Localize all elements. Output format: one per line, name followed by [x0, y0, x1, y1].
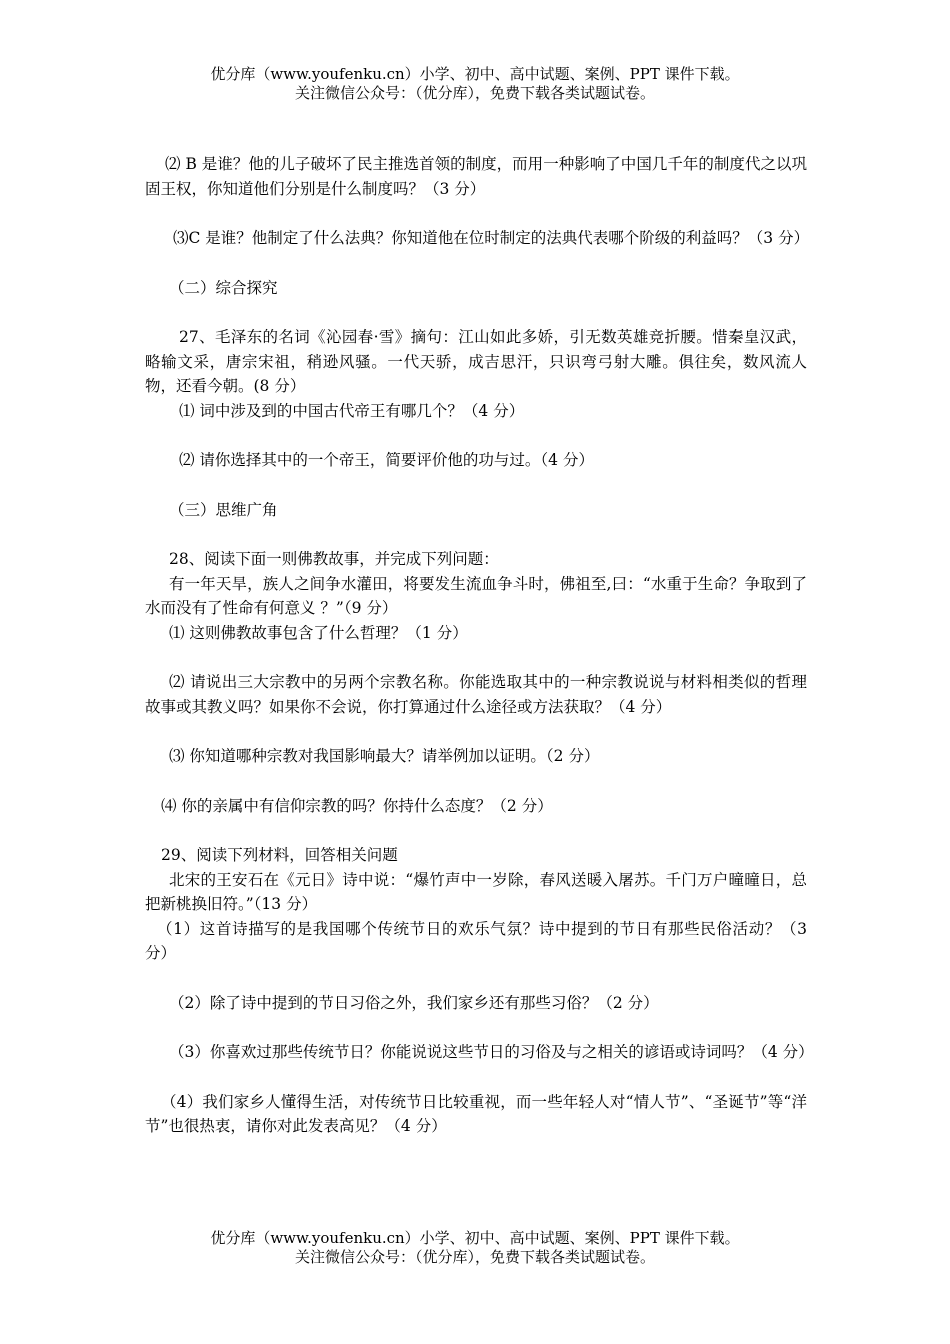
question-27-part-2: ⑵ 请你选择其中的一个帝王，简要评价他的功与过。（4 分） [179, 451, 594, 469]
question-28-part-2: ⑵ 请说出三大宗教中的另两个宗教名称。你能选取其中的一种宗教说说与材料相类似的哲理故事或其教义吗？如果你不会说，你打算通过什么途径或方法获取？（4 分） [145, 673, 807, 716]
question-29-stem: 29、阅读下列材料，回答相关问题 [161, 846, 398, 864]
question-27-stem: 27、毛泽东的名词《沁园春·雪》摘句：江山如此多娇，引无数英雄竞折腰。惜秦皇汉武，略输文采，唐宗宋祖，稍逊风骚。一代天骄，成吉思汗，只识弯弓射大雕。俱往矣，数风流人物，还看今朝。(8 分） [145, 328, 807, 395]
footer-line-1: 优分库（www.youfenku.cn）小学、初中、高中试题、案例、PPT 课件下载。 [210, 1229, 740, 1247]
question-28-part-3: ⑶ 你知道哪种宗教对我国影响最大？请举例加以证明。（2 分） [169, 747, 600, 765]
question-29-material: 北宋的王安石在《元日》诗中说：“爆竹声中一岁除，春风送暖入屠苏。千门万户曈曈日，总把新桃换旧符。”（13 分） [145, 870, 807, 913]
question-26-part-2: ⑵ B 是谁？他的儿子破坏了民主推选首领的制度，而用一种影响了中国几千年的制度代之以巩固王权，你知道他们分别是什么制度吗？（3 分） [145, 155, 807, 198]
question-29-part-1: （1）这首诗描写的是我国哪个传统节日的欢乐气氛？诗中提到的节日有那些民俗活动？（3 分） [145, 919, 807, 962]
section-heading-3: （三）思维广角 [169, 500, 278, 519]
question-29-part-4: （4）我们家乡人懂得生活，对传统节日比较重视，而一些年轻人对“情人节”、“圣诞节”等“洋节”也很热衷，请你对此发表高见？（4 分） [145, 1092, 807, 1135]
question-27-part-1: ⑴ 词中涉及到的中国古代帝王有哪几个？（4 分） [179, 401, 525, 420]
question-26-part-3: ⑶C 是谁？他制定了什么法典？你知道他在位时制定的法典代表哪个阶级的利益吗？（3 分） [173, 229, 810, 247]
question-29-part-3: （3）你喜欢过那些传统节日？你能说说这些节日的习俗及与之相关的谚语或诗词吗？（4 分） [169, 1043, 814, 1061]
exam-content [145, 152, 814, 1139]
question-28-story: 有一年天旱，族人之间争水灌田，将要发生流血争斗时，佛祖至,曰：“水重于生命？争取到了水而没有了性命有何意义 ？”（9 分） [145, 574, 807, 617]
question-29-part-2: （2）除了诗中提到的节日习俗之外，我们家乡还有那些习俗？（2 分） [169, 993, 659, 1012]
header-line-2: 关注微信公众号：（优分库），免费下载各类试题试卷。 [294, 84, 655, 102]
page-footer [0, 1229, 950, 1267]
footer-line-2: 关注微信公众号：（优分库），免费下载各类试题试卷。 [294, 1248, 655, 1266]
question-28-part-4: ⑷ 你的亲属中有信仰宗教的吗？你持什么态度？（2 分） [161, 796, 553, 815]
header-line-1: 优分库（www.youfenku.cn）小学、初中、高中试题、案例、PPT 课件下载。 [210, 65, 740, 83]
page-header [0, 65, 950, 103]
question-28-part-1: ⑴ 这则佛教故事包含了什么哲理？（1 分） [169, 623, 468, 642]
section-heading-2: （二）综合探究 [169, 278, 278, 297]
question-28-stem: 28、阅读下面一则佛教故事，并完成下列问题： [169, 550, 499, 568]
